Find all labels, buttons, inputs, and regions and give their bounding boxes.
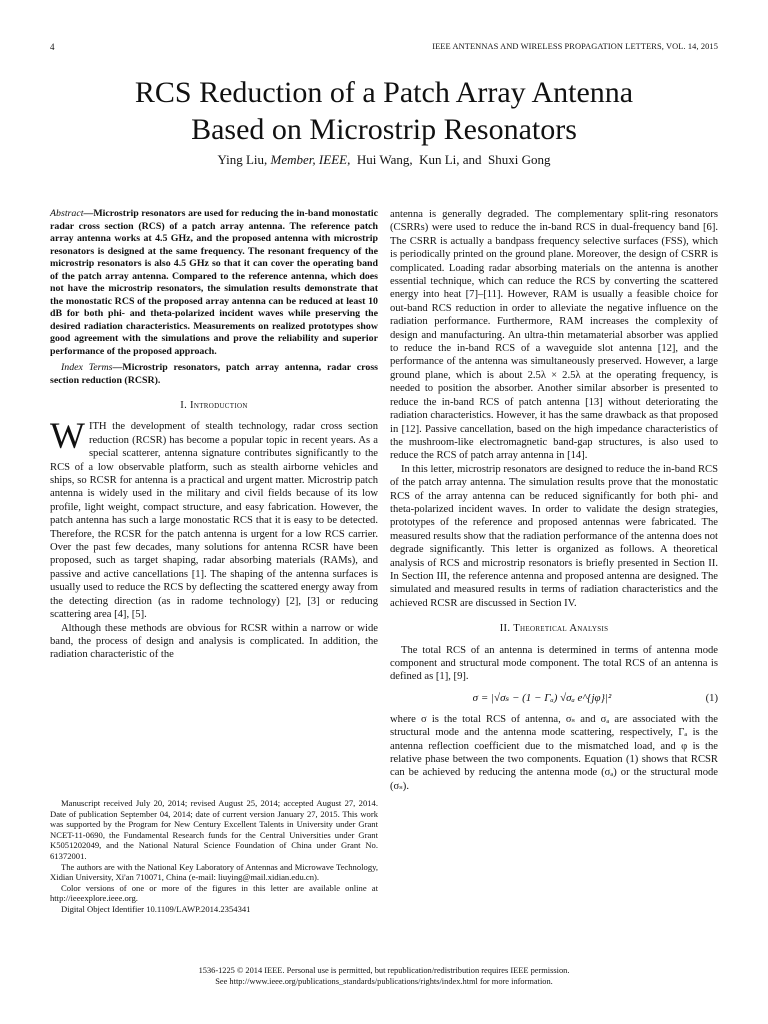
author-1-membership: Member, IEEE — [270, 152, 348, 167]
title-line-1: RCS Reduction of a Patch Array Antenna — [134, 76, 634, 109]
author-1: Ying Liu, — [217, 152, 271, 167]
intro-paragraph-1 — [50, 416, 378, 621]
left-column — [50, 208, 378, 662]
section-1-heading — [50, 399, 378, 412]
intro-paragraph-3: In this letter, microstrip resonators are designed to reduce the in-band RCS of the patch array antenna. The simulation results prove that the monostatic RCS of the array antenna can be reduced significantly for both phi- and theta-polarized incident waves. In order to validate the design strategies, prototypes of the reference and proposed antennas were fabricated. The measured results show that the radiation performance of the antenna does not degrade significantly. This letter is organized as follows. A theoretical analysis of RCS and microstrip resonators is briefly presented in Section II. In Section III, the reference antenna and proposed antenna are designed. The simulated and measured results in terms of radiation characteristics and the achieved RCSR are discussed in Section IV. — [390, 463, 718, 609]
equation-expression: σ = |√σₛ − (1 − Γₐ) √σₐ e^{jφ}|² — [472, 692, 612, 705]
index-terms-lead: Index Terms — [61, 362, 113, 373]
abstract-text: —Microstrip resonators are used for reducing the in-band monostatic radar cross section (RCS) of a patch array antenna. The reference patch array antenna works at 4.5 GHz, and the proposed antenna with microstrip resonators is designed at the same frequency. The resonant frequency of the microstrip resonators is also 4.5 GHz so that it can cover the operating band of the patch array antenna. Compared to the reference antenna, which does not have the microstrip resonators, the simulation results demonstrate that the monostatic RCS of the proposed array antenna can be reduced at least 10 dB for both phi- and theta-polarized incident waves while preserving the desired radiation characteristics. Measurements on realized prototypes show good agreement with the simulations and prove the reliability and superior performance of the proposed approach. — [50, 208, 378, 357]
drop-cap: W — [50, 416, 85, 458]
footnote-manuscript: Manuscript received July 20, 2014; revised August 25, 2014; accepted August 27, 2014. Date of publication September 04, 2014; date of current version January 27, 2015. This work was supported by the Program for New Century Excellent Talents in University under Grant NCET-11-0690, the Fundamental Research funds for the Central Universities under Grant K5051202049, and the National Natural Science Foundation of China under Grant No. 61372001. — [50, 798, 378, 861]
equation-number: (1) — [705, 693, 718, 705]
other-authors: , Hui Wang, Kun Li, and Shuxi Gong — [347, 152, 551, 167]
intro-paragraph-1-text: ITH the development of stealth technology, radar cross section reduction (RCSR) has become a popular topic in recent years. As a special scatterer, antenna signature contributes significantly to the RCS of a low observable platform, such as stealth airborne vehicles and ships, so RCSR for antenna is a practical and urgent matter. Microstrip patch antenna is widely used in the military and civil fields because of its low profile, light weight, compact structure, and easy fabrication. However, the patch antenna has such a large monostatic RCS that it is easy to be detected. Therefore, the RCSR for the patch antenna is urgent for a low RCS carrier. Over the past few decades, many solutions for antenna RCSR have been proposed, such as target shaping, radar absorbing materials (RAMs), and passive and active cancellations [1]. The shaping of the antenna surfaces is usually used to reduce the RCS by deflecting the scattered energy away from the detecting direction (as in radome technology) [2], [3] or reducing scattering area [4], [5]. — [50, 421, 378, 621]
section-1-numeral: I. — [180, 400, 191, 411]
index-terms-text: —Microstrip resonators, patch array antenna, radar cross section reduction (RCSR). — [50, 362, 379, 386]
journal-header: IEEE ANTENNAS AND WIRELESS PROPAGATION LETTERS, VOL. 14, 2015 — [432, 42, 718, 51]
right-column — [390, 208, 718, 793]
page-number: 4 — [50, 42, 55, 52]
footnote-color: Color versions of one or more of the figures in this letter are available online at http://ieeexplore.ieee.org. — [50, 882, 378, 904]
footnote-doi: Digital Object Identifier 10.1109/LAWP.2014.2354341 — [61, 903, 251, 914]
theory-paragraph-1: The total RCS of an antenna is determined in terms of antenna mode component and structural mode component. The total RCS of an antenna is defined as [1], [9]. — [390, 644, 718, 683]
copyright-line-1: 1536-1225 © 2014 IEEE. Personal use is permitted, but republication/redistribution requires IEEE permission. — [198, 966, 570, 975]
title-line-2: Based on Microstrip Resonators — [191, 113, 577, 146]
footnotes — [50, 798, 378, 915]
section-2-heading — [390, 622, 718, 635]
index-terms — [50, 362, 378, 387]
theory-paragraph-2: where σ is the total RCS of antenna, σₛ and σₐ are associated with the structural mode and the antenna mode scattering, respectively, Γₐ is the antenna reflection coefficient due to the mismatched load, and φ is the relative phase between the two components. Equation (1) shows that RCSR can be achieved by reducing the antenna mode (σₐ) or the structural mode (σₛ). — [390, 713, 718, 792]
copyright-notice — [40, 965, 728, 987]
intro-paragraph-2: Although these methods are obvious for RCSR within a narrow or wide band, the process of design and analysis is complicated. In addition, the radiation characteristic of the — [50, 622, 378, 661]
section-2-title: Theoretical Analysis — [513, 623, 609, 635]
intro-paragraph-2-continued: antenna is generally degraded. The complementary split-ring resonators (CSRRs) were used to reduce the in-band RCS in dual-frequency band [6]. The CSRR is actually a bandpass frequency selective surfaces (FSS), which is periodically printed on the ground plane. Moreover, the design of CSRR is complicated. Loading radar absorbing materials on the antenna is another essential technique, which can reduce the RCS by converting the scattered energy into heat [7]–[11]. However, RAM is usually a feasible choice for out-band RCS reduction in order to alleviate the negative influence on the radiation performance. Furthermore, RAM increases the complexity of design and manufacturing. An ultra-thin metamaterial absorber was applied to reduce the in-band RCS of a waveguide slot antenna [12], and the performance of the antenna was simultaneously preserved. However, a large ground plane, which is about 2.5λ × 2.5λ at the operating frequency, is needed to position the absorber. Another similar absorber is presented to reduce the in-band RCS of patch antenna [13] without deteriorating the radiation characteristics. However, it has the same drawback as that proposed in [12]. Passive cancellation, based on the high impedance characteristics of the mushroom-like electromagnetic band-gap structures, is also used to reduce the RCS of patch array antenna in [14]. — [390, 209, 718, 462]
footnote-affiliation: The authors are with the National Key Laboratory of Antennas and Microwave Technology, Xidian University, Xi'an 710071, China (e-mail: liuying@mail.xidian.edu.cn). — [50, 861, 378, 883]
abstract-lead: Abstract — [50, 208, 84, 219]
abstract — [50, 208, 378, 358]
copyright-line-2: See http://www.ieee.org/publications_standards/publications/rights/index.html for more information. — [215, 977, 553, 986]
author-list — [40, 152, 728, 168]
equation-1 — [390, 689, 718, 709]
section-2-numeral: II. — [499, 623, 514, 635]
section-1-title: Introduction — [190, 400, 248, 411]
paper-title — [40, 74, 728, 148]
